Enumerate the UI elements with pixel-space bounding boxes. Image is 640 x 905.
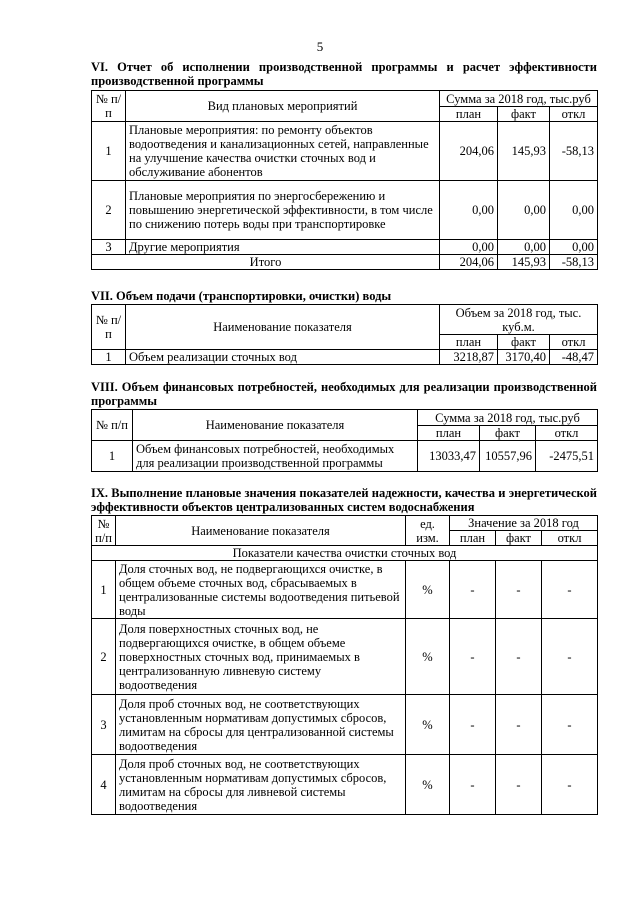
total-fact: 145,93 xyxy=(498,255,550,270)
header-fact: факт xyxy=(496,531,542,546)
header-fact: факт xyxy=(480,426,536,441)
row-name: Плановые мероприятия: по ремонту объектов водоотведения и канализационных сетей, направленные на улучшение качества очистки сточных вод и обслуживание абонентов xyxy=(126,122,440,181)
row-num: 1 xyxy=(92,561,116,619)
section-vii-table xyxy=(91,304,598,365)
row-fact: 10557,96 xyxy=(480,441,536,472)
row-num: 2 xyxy=(92,181,126,240)
row-otkl: - xyxy=(542,755,598,815)
row-fact: 3170,40 xyxy=(498,350,550,365)
table-group-row xyxy=(92,546,598,561)
row-otkl: -48,47 xyxy=(550,350,598,365)
section-ix-table xyxy=(91,515,598,815)
total-otkl: -58,13 xyxy=(550,255,598,270)
row-name: Плановые мероприятия по энергосбережению и повышению энергетической эффективности, в том числе по снижению потерь воды при транспортировке xyxy=(126,181,440,240)
header-num: № п/п xyxy=(92,305,126,350)
row-plan: 0,00 xyxy=(440,240,498,255)
section-vi-heading: VI. Отчет об исполнении производственной программы и расчет эффективности производственной программы xyxy=(91,60,597,88)
section-vi xyxy=(91,60,597,270)
row-unit: % xyxy=(406,561,450,619)
row-num: 1 xyxy=(92,441,133,472)
row-unit: % xyxy=(406,695,450,755)
header-otkl: откл xyxy=(542,531,598,546)
section-vii-heading: VII. Объем подачи (транспортировки, очистки) воды xyxy=(91,289,392,303)
table-header-row xyxy=(92,516,598,531)
row-otkl: - xyxy=(542,695,598,755)
header-otkl: откл xyxy=(536,426,598,441)
section-ix-heading: IX. Выполнение плановые значения показателей надежности, качества и энергетической эффективности объектов централизованных систем водоснабжения xyxy=(91,486,597,514)
header-otkl: откл xyxy=(550,107,598,122)
section-viii-heading: VIII. Объем финансовых потребностей, необходимых для реализации производственной программы xyxy=(91,380,597,408)
row-num: 4 xyxy=(92,755,116,815)
table-header-row xyxy=(92,91,598,107)
row-name: Другие мероприятия xyxy=(126,240,440,255)
header-name: Наименование показателя xyxy=(133,410,418,441)
row-plan: - xyxy=(450,619,496,695)
row-plan: 13033,47 xyxy=(418,441,480,472)
table-row xyxy=(92,561,598,619)
header-num: № п/п xyxy=(92,516,116,546)
row-fact: - xyxy=(496,755,542,815)
table-row xyxy=(92,181,598,240)
row-num: 1 xyxy=(92,350,126,365)
header-sum: Сумма за 2018 год, тыс.руб xyxy=(440,91,598,107)
header-plan: план xyxy=(440,107,498,122)
table-row xyxy=(92,755,598,815)
section-viii-table xyxy=(91,409,598,472)
row-num: 2 xyxy=(92,619,116,695)
total-plan: 204,06 xyxy=(440,255,498,270)
table-row xyxy=(92,441,598,472)
header-sum: Сумма за 2018 год, тыс.руб xyxy=(418,410,598,426)
row-otkl: - xyxy=(542,561,598,619)
row-name: Доля сточных вод, не подвергающихся очистке, в общем объеме сточных вод, сбрасываемых в централизованные системы водоотведения питьевой воды xyxy=(116,561,406,619)
row-name: Доля поверхностных сточных вод, не подвергающихся очистке, в общем объеме поверхностных сточных вод, принимаемых в централизованную ливневую систему водоотведения xyxy=(116,619,406,695)
row-otkl: - xyxy=(542,619,598,695)
row-plan: 204,06 xyxy=(440,122,498,181)
row-name: Объем финансовых потребностей, необходимых для реализации производственной программы xyxy=(133,441,418,472)
header-fact: факт xyxy=(498,107,550,122)
row-name: Доля проб сточных вод, не соответствующих установленным нормативам допустимых сбросов, лимитам на сбросы для ливневой системы водоотведения xyxy=(116,755,406,815)
header-plan: план xyxy=(450,531,496,546)
row-otkl: -2475,51 xyxy=(536,441,598,472)
header-name: Наименование показателя xyxy=(126,305,440,350)
row-fact: 0,00 xyxy=(498,181,550,240)
row-plan: 0,00 xyxy=(440,181,498,240)
row-fact: - xyxy=(496,695,542,755)
row-plan: - xyxy=(450,755,496,815)
row-name: Объем реализации сточных вод xyxy=(126,350,440,365)
total-label: Итого xyxy=(92,255,440,270)
table-row xyxy=(92,619,598,695)
row-num: 1 xyxy=(92,122,126,181)
section-vii xyxy=(91,289,597,365)
table-header-row xyxy=(92,305,598,335)
header-val: Значение за 2018 год xyxy=(450,516,598,531)
header-num: № п/п xyxy=(92,91,126,122)
row-plan: 3218,87 xyxy=(440,350,498,365)
row-otkl: -58,13 xyxy=(550,122,598,181)
table-header-row xyxy=(92,410,598,426)
row-unit: % xyxy=(406,619,450,695)
section-vi-table xyxy=(91,90,598,270)
row-num: 3 xyxy=(92,695,116,755)
page-number: 5 xyxy=(316,39,324,54)
table-row xyxy=(92,350,598,365)
row-fact: - xyxy=(496,619,542,695)
row-name: Доля проб сточных вод, не соответствующих установленным нормативам допустимых сбросов, лимитам на сбросы для централизованной системы водоотведения xyxy=(116,695,406,755)
header-fact: факт xyxy=(498,335,550,350)
group-label: Показатели качества очистки сточных вод xyxy=(92,546,598,561)
header-name: Наименование показателя xyxy=(116,516,406,546)
header-unit: ед. изм. xyxy=(406,516,450,546)
header-plan: план xyxy=(418,426,480,441)
header-num: № п/п xyxy=(92,410,133,441)
section-ix xyxy=(91,486,597,815)
section-viii xyxy=(91,380,597,472)
row-plan: - xyxy=(450,561,496,619)
table-row xyxy=(92,695,598,755)
table-total-row xyxy=(92,255,598,270)
row-num: 3 xyxy=(92,240,126,255)
row-fact: 0,00 xyxy=(498,240,550,255)
row-fact: - xyxy=(496,561,542,619)
row-plan: - xyxy=(450,695,496,755)
row-fact: 145,93 xyxy=(498,122,550,181)
row-otkl: 0,00 xyxy=(550,181,598,240)
table-row xyxy=(92,122,598,181)
row-otkl: 0,00 xyxy=(550,240,598,255)
header-name: Вид плановых мероприятий xyxy=(126,91,440,122)
header-vol: Объем за 2018 год, тыс. куб.м. xyxy=(440,305,598,335)
row-unit: % xyxy=(406,755,450,815)
table-row xyxy=(92,240,598,255)
header-otkl: откл xyxy=(550,335,598,350)
header-plan: план xyxy=(440,335,498,350)
